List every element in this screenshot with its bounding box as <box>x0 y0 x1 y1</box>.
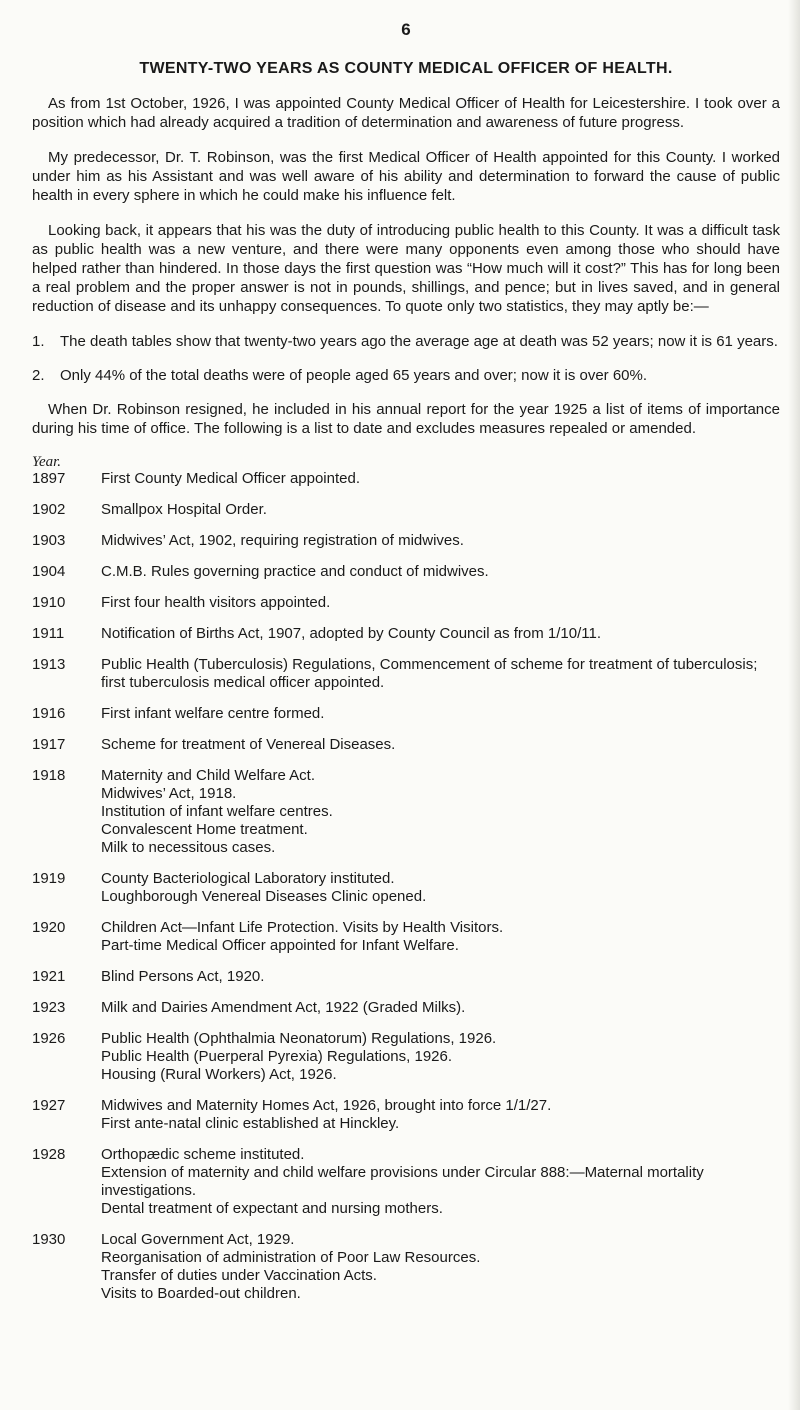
timeline-event: Midwives’ Act, 1902, requiring registration of midwives. <box>101 532 464 549</box>
timeline-year: 1923 <box>32 999 66 1016</box>
page-edge-shadow <box>788 0 800 1410</box>
timeline-event: Dental treatment of expectant and nursing mothers. <box>101 1200 443 1217</box>
timeline-event: Public Health (Puerperal Pyrexia) Regulations, 1926. <box>101 1048 453 1065</box>
timeline-event: Convalescent Home treatment. <box>101 821 308 838</box>
timeline-row <box>32 1146 780 1218</box>
timeline-events <box>101 1231 780 1303</box>
timeline-event: Milk to necessitous cases. <box>101 839 276 856</box>
timeline-year: 1930 <box>32 1231 66 1248</box>
page-title: TWENTY-TWO YEARS AS COUNTY MEDICAL OFFICER OF HEALTH. <box>139 60 673 77</box>
paragraph-3: Looking back, it appears that his was the duty of introducing public health to this County. It was a difficult task as public health was a new venture, and there were many opponents even among those who should have helped rather than hindered. In those days the first question was “How much will it cost?” This has for long been a real problem and the proper answer is not in pounds, shillings, and pence; but in lives saved, and in general reduction of disease and its unhappy consequences. To quote only two statistics, they may aptly be:— <box>32 222 780 315</box>
timeline-event: Milk and Dairies Amendment Act, 1922 (Graded Milks). <box>101 999 466 1016</box>
timeline-row <box>32 919 780 955</box>
statistic-item <box>32 366 780 385</box>
timeline-event: Extension of maternity and child welfare provisions under Circular 888:—Maternal mortality investigations. <box>101 1164 704 1199</box>
timeline-year: 1919 <box>32 870 66 887</box>
timeline-row <box>32 767 780 857</box>
timeline-row <box>32 594 780 612</box>
timeline-year: 1910 <box>32 594 66 611</box>
timeline-event: Maternity and Child Welfare Act. <box>101 767 315 784</box>
timeline-event: First four health visitors appointed. <box>101 594 331 611</box>
timeline-event: First infant welfare centre formed. <box>101 705 325 722</box>
timeline-row <box>32 1231 780 1303</box>
timeline-row <box>32 532 780 550</box>
timeline-events <box>101 736 780 754</box>
timeline-row <box>32 470 780 488</box>
timeline-year: 1903 <box>32 532 66 549</box>
year-column-header: Year. <box>32 454 62 470</box>
timeline-event: Midwives’ Act, 1918. <box>101 785 237 802</box>
timeline-event: Local Government Act, 1929. <box>101 1231 295 1248</box>
statistic-text: Only 44% of the total deaths were of people aged 65 years and over; now it is over 60%. <box>60 367 648 384</box>
timeline-year: 1918 <box>32 767 66 784</box>
timeline-year: 1927 <box>32 1097 66 1114</box>
timeline-event: Blind Persons Act, 1920. <box>101 968 265 985</box>
timeline-year: 1904 <box>32 563 66 580</box>
timeline-year: 1902 <box>32 501 66 518</box>
timeline-row <box>32 1097 780 1133</box>
timeline-event: First County Medical Officer appointed. <box>101 470 361 487</box>
timeline-events <box>101 656 780 692</box>
timeline-events <box>101 968 780 986</box>
timeline-event: Loughborough Venereal Diseases Clinic opened. <box>101 888 427 905</box>
timeline-events <box>101 563 780 581</box>
timeline-row <box>32 1030 780 1084</box>
timeline-year: 1928 <box>32 1146 66 1163</box>
timeline-event: C.M.B. Rules governing practice and conduct of midwives. <box>101 563 489 580</box>
timeline-year: 1921 <box>32 968 66 985</box>
timeline-row <box>32 870 780 906</box>
paragraph-2: My predecessor, Dr. T. Robinson, was the first Medical Officer of Health appointed for this County. I worked under him as his Assistant and was well aware of his ability and determination to forward the cause of public health in every sphere in which he could make his influence felt. <box>32 149 780 204</box>
timeline-events <box>101 870 780 906</box>
timeline-row <box>32 705 780 723</box>
timeline-events <box>101 1030 780 1084</box>
timeline-events <box>101 705 780 723</box>
closing-paragraph: When Dr. Robinson resigned, he included in his annual report for the year 1925 a list of items of importance during his time of office. The following is a list to date and excludes measures repealed or amended. <box>32 401 780 437</box>
timeline-events <box>101 594 780 612</box>
timeline-row <box>32 656 780 692</box>
timeline-event: Scheme for treatment of Venereal Diseases. <box>101 736 396 753</box>
page-number: 6 <box>401 20 411 39</box>
timeline-event: County Bacteriological Laboratory instituted. <box>101 870 395 887</box>
timeline-events <box>101 999 780 1017</box>
statistic-number: 2. <box>32 367 45 384</box>
statistic-text: The death tables show that twenty-two years ago the average age at death was 52 years; now it is 61 years. <box>60 333 778 350</box>
timeline-year: 1913 <box>32 656 66 673</box>
timeline-events <box>101 470 780 488</box>
timeline-event: First ante-natal clinic established at Hinckley. <box>101 1115 400 1132</box>
statistic-item <box>32 332 780 351</box>
timeline-year: 1897 <box>32 470 66 487</box>
timeline-row <box>32 736 780 754</box>
timeline-events <box>101 532 780 550</box>
timeline-row <box>32 563 780 581</box>
timeline-row <box>32 625 780 643</box>
timeline-event: Part-time Medical Officer appointed for Infant Welfare. <box>101 937 459 954</box>
timeline-event: Orthopædic scheme instituted. <box>101 1146 305 1163</box>
timeline-row <box>32 501 780 519</box>
timeline-events <box>101 767 780 857</box>
timeline-event: Children Act—Infant Life Protection. Visits by Health Visitors. <box>101 919 504 936</box>
timeline-event: Reorganisation of administration of Poor Law Resources. <box>101 1249 481 1266</box>
timeline-event: Visits to Boarded-out children. <box>101 1285 301 1302</box>
timeline-events <box>101 501 780 519</box>
timeline-list <box>32 470 780 1303</box>
timeline-row <box>32 999 780 1017</box>
timeline-row <box>32 968 780 986</box>
timeline-events <box>101 919 780 955</box>
timeline-year: 1916 <box>32 705 66 722</box>
timeline-year: 1917 <box>32 736 66 753</box>
timeline-event: Housing (Rural Workers) Act, 1926. <box>101 1066 337 1083</box>
timeline-events <box>101 1146 780 1218</box>
timeline-events <box>101 1097 780 1133</box>
statistics-list <box>32 332 780 385</box>
timeline-year: 1926 <box>32 1030 66 1047</box>
paragraph-1: As from 1st October, 1926, I was appointed County Medical Officer of Health for Leicestershire. I took over a position which had already acquired a tradition of determination and awareness of future progress. <box>32 95 780 131</box>
timeline-event: Public Health (Tuberculosis) Regulations, Commencement of scheme for treatment of tuberculosis; first tuberculosis medical officer appointed. <box>101 656 758 691</box>
timeline-event: Smallpox Hospital Order. <box>101 501 267 518</box>
document-page <box>32 20 780 1316</box>
statistic-number: 1. <box>32 333 45 350</box>
timeline-event: Institution of infant welfare centres. <box>101 803 333 820</box>
timeline-year: 1920 <box>32 919 66 936</box>
timeline-events <box>101 625 780 643</box>
timeline-event: Midwives and Maternity Homes Act, 1926, brought into force 1/1/27. <box>101 1097 552 1114</box>
timeline-year: 1911 <box>32 625 65 642</box>
timeline-event: Notification of Births Act, 1907, adopted by County Council as from 1/10/11. <box>101 625 602 642</box>
timeline-event: Transfer of duties under Vaccination Acts. <box>101 1267 377 1284</box>
timeline-event: Public Health (Ophthalmia Neonatorum) Regulations, 1926. <box>101 1030 497 1047</box>
